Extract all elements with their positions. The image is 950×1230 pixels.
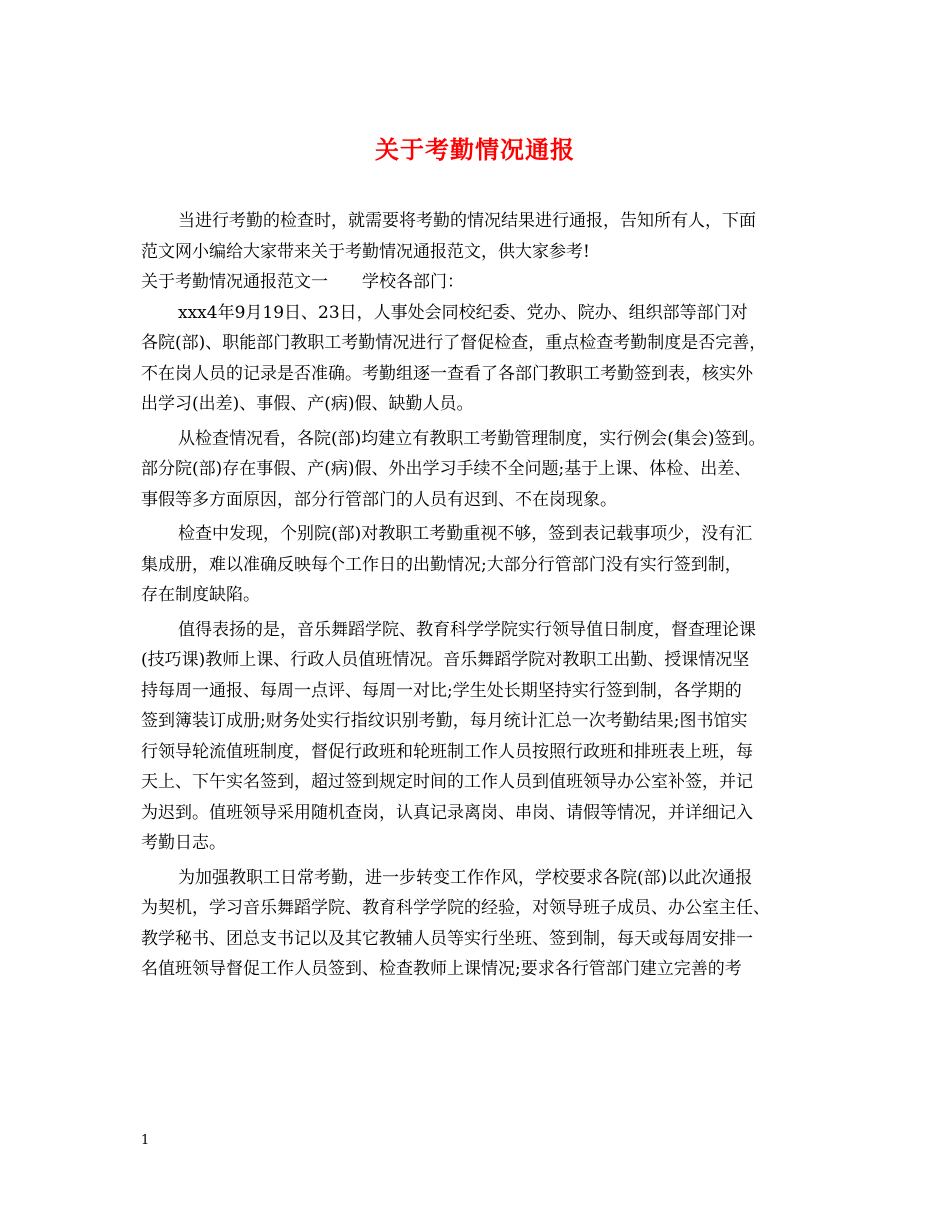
- paragraph-line: 各院(部)、职能部门教职工考勤情况进行了督促检查，重点检查考勤制度是否完善，: [141, 333, 767, 353]
- document-body: [141, 206, 831, 985]
- paragraph-line: 为加强教职工日常考勤，进一步转变工作作风，学校要求各院(部)以此次通报: [178, 867, 753, 888]
- paragraph-line: 不在岗人员的记录是否准确。考勤组逐一查看了各部门教职工考勤签到表，核实外: [141, 363, 753, 384]
- paragraph-line: 集成册，难以准确反映每个工作日的出勤情况;大部分行管部门没有实行签到制，: [141, 554, 742, 575]
- section-heading-line: 关于考勤情况通报范文一 学校各部门：: [141, 272, 464, 292]
- paragraph-line: 为契机，学习音乐舞蹈学院、教育科学学院的经验，对领导班子成员、办公室主任、: [141, 898, 770, 918]
- paragraph-line: 出学习(出差)、事假、产(病)假、缺勤人员。: [141, 394, 474, 414]
- paragraph-line: 行领导轮流值班制度，督促行政班和轮班制工作人员按照行政班和排班表上班，每: [141, 741, 753, 762]
- paragraph-line: 部分院(部)存在事假、产(病)假、外出学习手续不全问题;基于上课、体检、出差、: [141, 459, 752, 479]
- paragraph-line: 检查中发现，个别院(部)对教职工考勤重视不够，签到表记载事项少，没有汇: [178, 524, 753, 544]
- paragraph-line: 考勤日志。: [141, 833, 226, 853]
- page-number: 1: [141, 1133, 150, 1148]
- paragraph-line: 为迟到。值班领导采用随机查岗，认真记录离岗、串岗、请假等情况，并详细记入: [141, 802, 753, 823]
- paragraph-line: 教学秘书、团总支书记以及其它教辅人员等实行坐班、签到制，每天或每周安排一: [141, 928, 753, 949]
- paragraph-line: 名值班领导督促工作人员签到、检查教师上课情况;要求各行管部门建立完善的考: [141, 959, 742, 979]
- paragraph-line: 事假等多方面原因，部分行管部门的人员有迟到、不在岗现象。: [141, 489, 617, 510]
- document-title: 关于考勤情况通报: [375, 135, 575, 164]
- paragraph-line: 当进行考勤的检查时，就需要将考勤的情况结果进行通报，告知所有人，下面: [178, 211, 756, 231]
- paragraph-line: 天上、下午实名签到，超过签到规定时间的工作人员到值班领导办公室补签，并记: [141, 772, 753, 792]
- paragraph-line: 从检查情况看，各院(部)均建立有教职工考勤管理制度，实行例会(集会)签到。: [178, 428, 766, 449]
- paragraph-line: 持每周一通报、每周一点评、每周一对比;学生处长期坚持实行签到制，各学期的: [141, 680, 742, 701]
- paragraph-line: xxx4年9月19日、23日，人事处会同校纪委、党办、院办、组织部等部门对: [178, 302, 748, 323]
- paragraph-line: 存在制度缺陷。: [141, 585, 260, 605]
- paragraph-line: 范文网小编给大家带来关于考勤情况通报范文，供大家参考!: [141, 241, 590, 262]
- paragraph-line: 值得表扬的是，音乐舞蹈学院、教育科学学院实行领导值日制度，督查理论课: [178, 619, 756, 640]
- paragraph-line: (技巧课)教师上课、行政人员值班情况。音乐舞蹈学院对教职工出勤、授课情况坚: [141, 650, 750, 670]
- paragraph-line: 签到簿装订成册;财务处实行指纹识别考勤，每月统计汇总一次考勤结果;图书馆实: [141, 711, 748, 731]
